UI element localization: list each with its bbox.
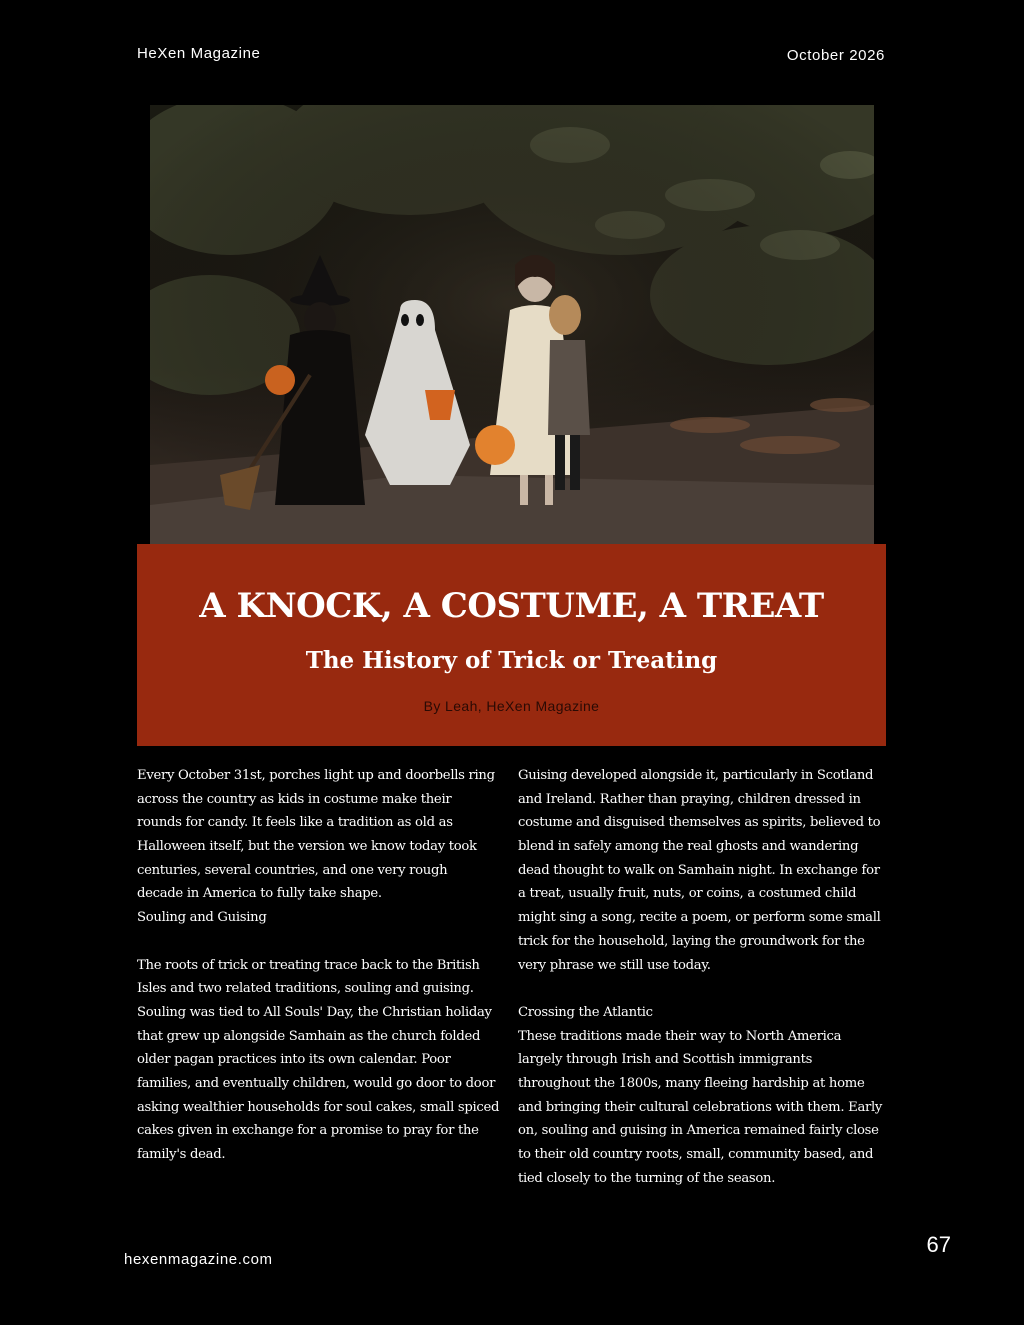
article-title-banner [137, 544, 886, 746]
footer-website: hexenmagazine.com [124, 1251, 273, 1268]
page-number: 67 [926, 1232, 951, 1257]
body-text-line: cakes given in exchange for a promise to pray for the [137, 1123, 479, 1139]
article-left-column [137, 764, 509, 1167]
body-text-line: very phrase we still use today. [518, 957, 711, 973]
body-text-line: asking wealthier households for soul cakes, small spiced [137, 1099, 500, 1115]
body-text-line: rounds for candy. It feels like a tradition as old as [137, 815, 453, 831]
body-text-line: throughout the 1800s, many fleeing hardship at home [518, 1075, 865, 1091]
article-subtitle: The History of Trick or Treating [305, 647, 718, 674]
body-text-line: to their old country roots, small, community based, and [518, 1147, 874, 1162]
issue-date: October 2026 [786, 47, 885, 64]
article-title: A KNOCK, A COSTUME, A TREAT [199, 586, 824, 626]
body-text-line: on, souling and guising in America remained fairly close [518, 1123, 879, 1139]
body-text-line: families, and eventually children, would go door to door [137, 1075, 496, 1091]
body-text-line: across the country as kids in costume make their [137, 791, 452, 807]
body-text-line: and Ireland. Rather than praying, children dressed in [518, 791, 861, 807]
body-text-line: Halloween itself, but the version we know today took [137, 839, 477, 855]
body-text-line: The roots of trick or treating trace back to the British [137, 957, 480, 973]
body-text-line: costume and disguised themselves as spirits, believed to [518, 815, 881, 831]
body-text-line: dead thought to walk on Samhain night. In exchange for [518, 862, 880, 878]
section-heading: Crossing the Atlantic [518, 1004, 653, 1020]
body-text-line: largely through Irish and Scottish immigrants [518, 1052, 813, 1068]
body-text-line: centuries, several countries, and one very rough [137, 862, 448, 878]
body-text-line: Guising developed alongside it, particularly in Scotland [518, 768, 874, 783]
body-text-line: and bringing their cultural celebrations with them. Early [518, 1099, 883, 1115]
body-text-line: family's dead. [137, 1147, 226, 1162]
body-text-line: decade in America to fully take shape. [137, 886, 382, 902]
section-heading: Souling and Guising [137, 910, 267, 926]
body-text-line: that grew up alongside Samhain as the church folded [137, 1028, 481, 1044]
halloween-children-photo [150, 105, 874, 546]
body-text-line: older pagan practices into its own calendar. Poor [137, 1052, 451, 1068]
paragraph-break [518, 977, 890, 1001]
publication-name: HeXen Magazine [137, 45, 261, 62]
body-text-line: tied closely to the turning of the season. [518, 1170, 776, 1186]
body-text-line: might sing a song, recite a poem, or perform some small [518, 910, 881, 926]
body-text-line: Every October 31st, porches light up and doorbells ring [137, 768, 495, 783]
body-text-line: Isles and two related traditions, souling and guising. [137, 981, 474, 997]
body-text-line: These traditions made their way to North America [518, 1028, 842, 1044]
body-text-line: a treat, usually fruit, nuts, or coins, a costumed child [518, 886, 857, 902]
body-text-line: blend in safely among the real ghosts and wandering [518, 839, 859, 855]
body-text-line: Souling was tied to All Souls' Day, the Christian holiday [137, 1004, 492, 1020]
article-right-column [518, 764, 890, 1190]
paragraph-break [137, 930, 509, 954]
article-byline: By Leah, HeXen Magazine [423, 698, 600, 714]
body-text-line: trick for the household, laying the groundwork for the [518, 933, 865, 949]
